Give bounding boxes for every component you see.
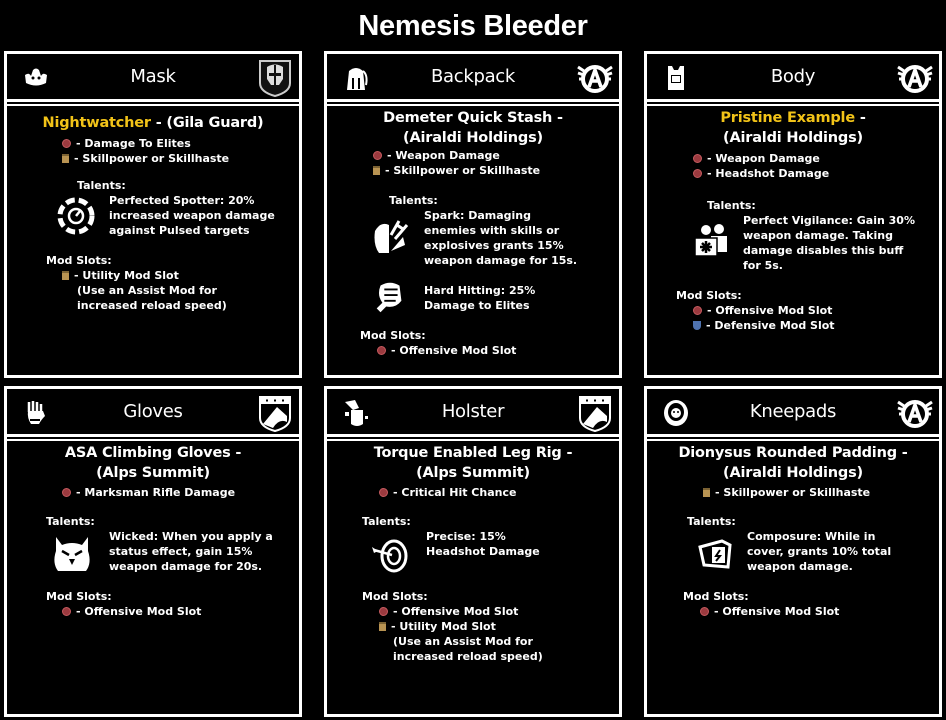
offensive-mod-icon — [693, 306, 702, 315]
panel-header — [647, 389, 939, 437]
talent-text: Hard Hitting: 25% Damage to Elites — [424, 284, 536, 312]
item-name: Torque Enabled Leg Rig - (Alps Summit) — [373, 445, 573, 481]
named-item: Pristine Example — [720, 110, 855, 126]
offensive-attribute-icon — [379, 488, 388, 497]
mod-slots-label: Mod Slots: — [683, 590, 749, 603]
panel-mask — [4, 51, 302, 378]
mod-slots-label: Mod Slots: — [46, 254, 112, 267]
panel-kneepads — [644, 386, 942, 717]
talent-text: Wicked: When you apply a status effect, gain 15% weapon damage for 20s. — [109, 530, 273, 573]
slot-title: Body — [770, 66, 816, 87]
offensive-attribute-icon — [693, 154, 702, 163]
attribute: - Damage To Elites — [62, 136, 299, 151]
offensive-attribute-icon — [693, 169, 702, 178]
utility-attribute-icon — [373, 166, 380, 175]
offensive-mod-icon — [62, 607, 71, 616]
talent-text: Composure: While in cover, grants 10% total weapon damage. — [747, 530, 892, 573]
talent-text: Perfected Spotter: 20% increased weapon damage against Pulsed targets — [109, 194, 275, 237]
mod-slot: - Offensive Mod Slot — [700, 604, 839, 619]
item-name: ASA Climbing Gloves - (Alps Summit) — [64, 445, 242, 481]
talent-text: Precise: 15% Headshot Damage — [426, 530, 540, 558]
panel-header — [327, 389, 619, 437]
mod-slot: - Offensive Mod Slot — [379, 604, 543, 619]
perfected-spotter-icon — [54, 194, 98, 238]
panel-holster — [324, 386, 622, 717]
attribute: - Skillpower or Skillhaste — [373, 163, 619, 178]
named-item: Nightwatcher — [42, 115, 151, 131]
utility-mod-icon — [379, 622, 386, 631]
panel-header — [7, 389, 299, 437]
item-name: Pristine Example - (Airaldi Holdings) — [720, 110, 866, 146]
panel-gloves — [4, 386, 302, 717]
attribute: - Headshot Damage — [693, 166, 939, 181]
defensive-mod-icon — [693, 321, 701, 330]
hard-hitting-icon — [371, 278, 409, 316]
mod-slot: - Defensive Mod Slot — [693, 318, 835, 333]
panel-body-armor — [644, 51, 942, 378]
panel-body — [647, 437, 939, 618]
spark-icon — [369, 215, 413, 259]
attribute: - Skillpower or Skillhaste — [703, 485, 939, 500]
talents-label: Talents: — [389, 194, 438, 207]
attribute: - Weapon Damage — [373, 148, 619, 163]
offensive-attribute-icon — [373, 151, 382, 160]
mod-note: (Use an Assist Mod for increased reload speed) — [77, 284, 227, 312]
offensive-attribute-icon — [62, 488, 71, 497]
panel-body — [647, 102, 939, 332]
panel-body — [7, 437, 299, 618]
offensive-mod-icon — [700, 607, 709, 616]
mod-slots-label: Mod Slots: — [362, 590, 428, 603]
airaldi-holdings-icon — [897, 59, 933, 97]
talent-text: Spark: Damaging enemies with skills or explosives grants 15% weapon damage for 15s. — [424, 209, 578, 267]
wicked-icon — [50, 533, 94, 577]
talents-label: Talents: — [77, 179, 126, 192]
attribute: - Weapon Damage — [693, 151, 939, 166]
talents-label: Talents: — [707, 199, 756, 212]
slot-title: Backpack — [430, 66, 516, 87]
offensive-mod-icon — [377, 346, 386, 355]
offensive-attribute-icon — [62, 139, 71, 148]
panel-backpack — [324, 51, 622, 378]
mod-slot: - Utility Mod Slot — [379, 619, 543, 634]
mod-slots-label: Mod Slots: — [46, 590, 112, 603]
slot-title: Holster — [441, 401, 505, 422]
airaldi-holdings-icon — [897, 394, 933, 432]
utility-attribute-icon — [703, 488, 710, 497]
item-name: Demeter Quick Stash - (Airaldi Holdings) — [383, 110, 563, 146]
talent-text: Perfect Vigilance: Gain 30% weapon damage. Taking damage disables this buff for 5s. — [743, 214, 915, 272]
airaldi-holdings-icon — [577, 59, 613, 97]
talents-label: Talents: — [362, 515, 411, 528]
utility-attribute-icon — [62, 154, 69, 163]
perfect-vigilance-icon — [691, 220, 731, 260]
mod-slot: - Offensive Mod Slot — [62, 604, 201, 619]
gila-guard-icon — [257, 59, 293, 97]
mod-slot: - Offensive Mod Slot — [377, 343, 516, 358]
panel-body — [327, 102, 619, 357]
slot-title: Gloves — [123, 401, 183, 422]
mod-slots-label: Mod Slots: — [360, 329, 426, 342]
talents-label: Talents: — [687, 515, 736, 528]
panel-header — [327, 54, 619, 102]
page-title: Nemesis Bleeder — [358, 10, 588, 42]
item-name: Dionysus Rounded Padding - (Airaldi Holdings) — [678, 445, 908, 481]
offensive-mod-icon — [379, 607, 388, 616]
alps-summit-icon — [257, 394, 293, 432]
slot-title: Kneepads — [749, 401, 837, 422]
panel-body — [7, 102, 299, 312]
composure-icon — [694, 533, 736, 575]
item-name: Nightwatcher - (Gila Guard) — [42, 115, 264, 131]
mod-slot: - Utility Mod Slot — [62, 268, 227, 283]
alps-summit-icon — [577, 394, 613, 432]
mod-slot: - Offensive Mod Slot — [693, 303, 835, 318]
mod-note: (Use an Assist Mod for increased reload speed) — [393, 635, 543, 663]
attribute: - Critical Hit Chance — [379, 485, 619, 500]
attribute: - Skillpower or Skillhaste — [62, 151, 299, 166]
panel-header — [647, 54, 939, 102]
mod-slots-label: Mod Slots: — [676, 289, 742, 302]
attribute: - Marksman Rifle Damage — [62, 485, 299, 500]
panel-header — [7, 54, 299, 102]
utility-mod-icon — [62, 271, 69, 280]
slot-title: Mask — [130, 66, 176, 87]
precise-icon — [370, 534, 414, 578]
talents-label: Talents: — [46, 515, 95, 528]
panel-body — [327, 437, 619, 663]
